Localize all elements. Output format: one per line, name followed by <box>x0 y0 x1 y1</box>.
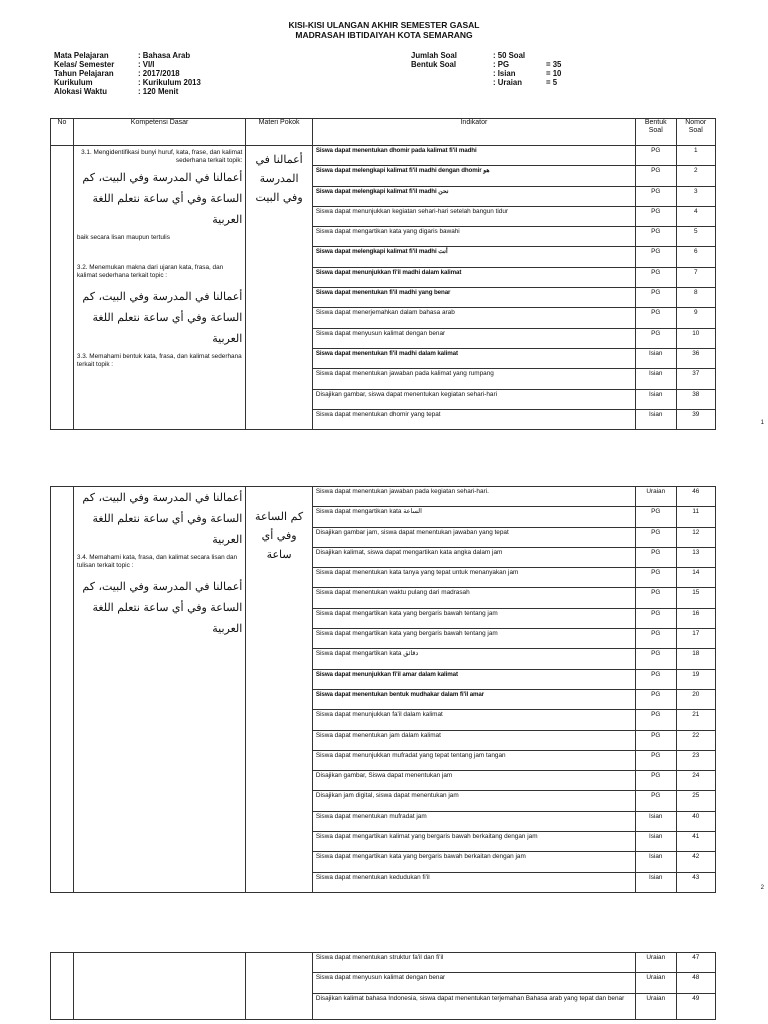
kd-3-3: 3.3. Memahami bentuk kata, frasa, dan kalimat sederhana terkait topik : <box>76 353 242 368</box>
nomor-cell: 9 <box>676 308 716 328</box>
meta-left <box>54 51 201 96</box>
nomor-cell: 23 <box>676 750 716 770</box>
meta-label: Kelas/ Semester <box>54 60 115 69</box>
kd-arabic-topic: أعمالنا في المدرسة وفي البيت، كم الساعة وفي أي ساعة نتعلم اللغة العربية <box>82 171 243 226</box>
header-indikator: Indikator <box>312 119 635 146</box>
indicator-cell: Siswa dapat menentukan jawaban pada kalimat yang rumpang <box>312 369 635 389</box>
nomor-cell: 49 <box>676 993 716 1019</box>
nomor-cell: 40 <box>676 811 716 831</box>
meta-label: Jumlah Soal <box>411 51 457 60</box>
meta-extra: = 35 <box>546 60 562 69</box>
meta-label: Mata Pelajaran <box>54 51 109 60</box>
indicator-cell: Siswa dapat menyusun kalimat dengan benar <box>312 328 635 348</box>
kisi-table-page3 <box>50 952 716 1020</box>
meta-label: Kurikulum <box>54 78 93 87</box>
indicator-cell: Siswa dapat menunjukkan mufradat yang tepat tentang jam tangan <box>312 750 635 770</box>
bentuk-cell: PG <box>635 166 676 186</box>
bentuk-cell: PG <box>635 771 676 791</box>
meta-label <box>411 69 493 78</box>
indicator-cell: Siswa dapat menentukan jam dalam kalimat <box>312 730 635 750</box>
nomor-cell: 25 <box>676 791 716 811</box>
indicator-cell: Disajikan gambar, Siswa dapat menentukan jam <box>312 771 635 791</box>
header-materi-pokok: Materi Pokok <box>246 119 313 146</box>
document-subtitle: MADRASAH IBTIDAIYAH KOTA SEMARANG <box>295 30 473 40</box>
meta-value: : PG <box>493 60 510 69</box>
indicator-cell: Siswa dapat menentukan waktu pulang dari madrasah <box>312 588 635 608</box>
nomor-cell: 48 <box>676 973 716 993</box>
meta-value: : 50 Soal <box>493 51 526 60</box>
bentuk-cell: PG <box>635 288 676 308</box>
indicator-text: Siswa dapat melengkapi kalimat fi'il madhi أنت <box>315 248 448 256</box>
indicator-cell: Siswa dapat menerjemahkan dalam bahasa arab <box>312 308 635 328</box>
bentuk-cell: PG <box>635 507 676 527</box>
indicator-text: Siswa dapat menentukan dhomir pada kalimat fi'il madhi <box>315 147 477 154</box>
indicator-cell: Siswa dapat menunjukkan kegiatan sehari-hari setelah bangun tidur <box>312 206 635 226</box>
indicator-cell: Disajikan gambar jam, siswa dapat menentukan jawaban yang tepat <box>312 527 635 547</box>
materi-arabic: أعمالنا في المدرسة وفي البيت <box>255 153 303 204</box>
cell-kompetensi-dasar <box>73 146 245 430</box>
indicator-cell: Siswa dapat menentukan mufradat jam <box>312 811 635 831</box>
kd-arabic-topic: أعمالنا في المدرسة وفي البيت، كم الساعة وفي أي ساعة نتعلم اللغة العربية <box>82 580 243 635</box>
nomor-cell: 13 <box>676 547 716 567</box>
document-title: KISI-KISI ULANGAN AKHIR SEMESTER GASAL <box>288 20 480 30</box>
indicator-text: Siswa dapat menunjukkan fi'il madhi dalam kalimat <box>315 268 462 276</box>
nomor-cell: 1 <box>676 146 716 166</box>
bentuk-cell: PG <box>635 568 676 588</box>
meta-label: Tahun Pelajaran <box>54 69 114 78</box>
bentuk-cell: PG <box>635 730 676 750</box>
meta-label: Alokasi Waktu <box>54 87 108 96</box>
kd-3-1-tail: baik secara lisan maupun tertulis <box>76 234 170 241</box>
indicator-cell <box>312 166 635 186</box>
meta-value: : VI/I <box>138 60 155 69</box>
nomor-cell: 46 <box>676 487 716 507</box>
bentuk-cell: PG <box>635 710 676 730</box>
meta-value: : Isian <box>493 69 516 78</box>
indicator-cell <box>312 669 635 689</box>
indicator-cell: Siswa dapat mengartikan kalimat yang bergaris bawah berkaitang dengan jam <box>312 832 635 852</box>
cell-kompetensi-dasar <box>73 953 245 1020</box>
bentuk-cell: PG <box>635 588 676 608</box>
page-number: 1 <box>760 420 764 426</box>
bentuk-cell: PG <box>635 547 676 567</box>
header-nomor-soal: Nomor Soal <box>676 119 716 146</box>
nomor-cell: 21 <box>676 710 716 730</box>
indicator-cell <box>312 186 635 206</box>
meta-extra: = 5 <box>546 78 558 87</box>
nomor-cell: 7 <box>676 267 716 287</box>
nomor-cell: 43 <box>676 872 716 892</box>
bentuk-cell: PG <box>635 247 676 267</box>
indicator-cell <box>312 689 635 709</box>
bentuk-cell: PG <box>635 186 676 206</box>
indicator-cell: Siswa dapat mengartikan kata دقائق <box>312 649 635 669</box>
nomor-cell: 2 <box>676 166 716 186</box>
nomor-cell: 3 <box>676 186 716 206</box>
materi-arabic: كم الساعة وفي أي ساعة <box>255 510 304 561</box>
indicator-text: Siswa dapat melengkapi kalimat fi'il madhi نحن <box>315 187 449 195</box>
indicator-cell: Disajikan kalimat, siswa dapat mengartikan kata angka dalam jam <box>312 547 635 567</box>
bentuk-cell: PG <box>635 689 676 709</box>
cell-no <box>51 953 74 1020</box>
indicator-cell: Siswa dapat menunjukkan fa'il dalam kalimat <box>312 710 635 730</box>
indicator-cell: Siswa dapat menentukan dhomir yang tepat <box>312 409 635 429</box>
header-no: No <box>51 119 74 146</box>
bentuk-cell: PG <box>635 608 676 628</box>
cell-no <box>51 146 74 430</box>
bentuk-cell: PG <box>635 791 676 811</box>
nomor-cell: 20 <box>676 689 716 709</box>
kd-3-4: 3.4. Memahami kata, frasa, dan kalimat secara lisan dan tulisan terkait topic : <box>76 554 238 569</box>
bentuk-cell: PG <box>635 629 676 649</box>
nomor-cell: 41 <box>676 832 716 852</box>
nomor-cell: 5 <box>676 227 716 247</box>
indicator-cell: Siswa dapat mengartikan kata الساعة <box>312 507 635 527</box>
meta-label <box>411 78 493 87</box>
bentuk-cell: PG <box>635 206 676 226</box>
meta-value: : Bahasa Arab <box>138 51 191 60</box>
bentuk-cell: Isian <box>635 832 676 852</box>
bentuk-cell: PG <box>635 527 676 547</box>
cell-materi-pokok <box>246 953 313 1020</box>
nomor-cell: 6 <box>676 247 716 267</box>
nomor-cell: 15 <box>676 588 716 608</box>
bentuk-cell: Isian <box>635 409 676 429</box>
nomor-cell: 11 <box>676 507 716 527</box>
page-number: 2 <box>760 885 764 891</box>
meta-value: : 120 Menit <box>138 87 179 96</box>
indicator-cell: Disajikan kalimat bahasa Indonesia, siswa dapat menentukan terjemahan Bahasa arab yang tepat dan benar <box>312 993 635 1019</box>
bentuk-cell: Uraian <box>635 487 676 507</box>
nomor-cell: 22 <box>676 730 716 750</box>
indicator-cell: Siswa dapat menentukan jawaban pada kegiatan sehari-hari. <box>312 487 635 507</box>
meta-extra: = 10 <box>546 69 562 78</box>
nomor-cell: 16 <box>676 608 716 628</box>
nomor-cell: 19 <box>676 669 716 689</box>
cell-materi-pokok <box>246 487 313 893</box>
indicator-text: Siswa dapat menunjukkan fi'il amar dalam kalimat <box>315 670 458 678</box>
bentuk-cell: PG <box>635 669 676 689</box>
bentuk-cell: Uraian <box>635 973 676 993</box>
bentuk-cell: PG <box>635 328 676 348</box>
indicator-cell: Siswa dapat menyusun kalimat dengan benar <box>312 973 635 993</box>
indicator-text: Siswa dapat menentukan bentuk mudhakar dalam fi'il amar <box>315 690 485 698</box>
indicator-cell <box>312 146 635 166</box>
nomor-cell: 38 <box>676 389 716 409</box>
kisi-table-page2 <box>50 486 716 893</box>
bentuk-cell: PG <box>635 146 676 166</box>
indicator-cell: Siswa dapat menentukan kata tanya yang tepat untuk menanyakan jam <box>312 568 635 588</box>
nomor-cell: 24 <box>676 771 716 791</box>
bentuk-cell: Uraian <box>635 993 676 1019</box>
meta-value: : Uraian <box>493 78 523 87</box>
indicator-text: Siswa dapat menentukan fi'il madhi yang benar <box>315 289 451 297</box>
meta-value: : 2017/2018 <box>138 69 180 78</box>
meta-label: Bentuk Soal <box>411 60 457 69</box>
header-kompetensi-dasar: Kompetensi Dasar <box>73 119 245 146</box>
bentuk-cell: Uraian <box>635 953 676 973</box>
kisi-table-page1 <box>50 118 716 430</box>
bentuk-cell: PG <box>635 750 676 770</box>
nomor-cell: 37 <box>676 369 716 389</box>
bentuk-cell: PG <box>635 649 676 669</box>
bentuk-cell: Isian <box>635 389 676 409</box>
nomor-cell: 10 <box>676 328 716 348</box>
bentuk-cell: Isian <box>635 348 676 368</box>
bentuk-cell: Isian <box>635 369 676 389</box>
bentuk-cell: PG <box>635 227 676 247</box>
bentuk-cell: Isian <box>635 872 676 892</box>
nomor-cell: 36 <box>676 348 716 368</box>
kd-arabic-topic: أعمالنا في المدرسة وفي البيت، كم الساعة وفي أي ساعة نتعلم اللغة العربية <box>82 290 243 345</box>
meta-right <box>411 51 561 87</box>
nomor-cell: 4 <box>676 206 716 226</box>
indicator-cell: Siswa dapat menentukan struktur fa'il dan fi'il <box>312 953 635 973</box>
nomor-cell: 42 <box>676 852 716 872</box>
kd-3-1: 3.1. Mengidentifikasi bunyi huruf, kata, frase, dan kalimat sederhana terkait topik: <box>81 149 243 164</box>
bentuk-cell: PG <box>635 308 676 328</box>
kd-arabic-topic: أعمالنا في المدرسة وفي البيت، كم الساعة وفي أي ساعة نتعلم اللغة العربية <box>82 491 243 546</box>
bentuk-cell: PG <box>635 267 676 287</box>
nomor-cell: 12 <box>676 527 716 547</box>
nomor-cell: 47 <box>676 953 716 973</box>
indicator-cell <box>312 267 635 287</box>
indicator-cell: Disajikan jam digital, siswa dapat menentukan jam <box>312 791 635 811</box>
bentuk-cell: Isian <box>635 852 676 872</box>
nomor-cell: 8 <box>676 288 716 308</box>
indicator-cell <box>312 247 635 267</box>
cell-kompetensi-dasar <box>73 487 245 893</box>
nomor-cell: 18 <box>676 649 716 669</box>
indicator-cell <box>312 288 635 308</box>
indicator-cell: Siswa dapat mengartikan kata yang digaris bawahi <box>312 227 635 247</box>
header-bentuk-soal: Bentuk Soal <box>635 119 676 146</box>
indicator-cell: Siswa dapat menentukan kedudukan fi'il <box>312 872 635 892</box>
indicator-cell <box>312 348 635 368</box>
cell-no <box>51 487 74 893</box>
indicator-cell: Siswa dapat mengartikan kata yang bergaris bawah berkaitan dengan jam <box>312 852 635 872</box>
nomor-cell: 17 <box>676 629 716 649</box>
indicator-text: Siswa dapat menentukan fi'il madhi dalam kalimat <box>315 349 458 357</box>
cell-materi-pokok <box>246 146 313 430</box>
nomor-cell: 39 <box>676 409 716 429</box>
indicator-cell: Disajikan gambar, siswa dapat menentukan kegiatan sehari-hari <box>312 389 635 409</box>
indicator-cell: Siswa dapat mengartikan kata yang bergaris bawah tentang jam <box>312 629 635 649</box>
indicator-text: Siswa dapat melengkapi kalimat fi'il madhi dengan dhomir هو <box>315 167 490 175</box>
kd-3-2: 3.2. Menemukan makna dari ujaran kata, frasa, dan kalimat sederhana terkait topic : <box>76 264 224 279</box>
nomor-cell: 14 <box>676 568 716 588</box>
bentuk-cell: Isian <box>635 811 676 831</box>
indicator-cell: Siswa dapat mengartikan kata yang bergaris bawah tentang jam <box>312 608 635 628</box>
meta-value: : Kurikulum 2013 <box>138 78 201 87</box>
